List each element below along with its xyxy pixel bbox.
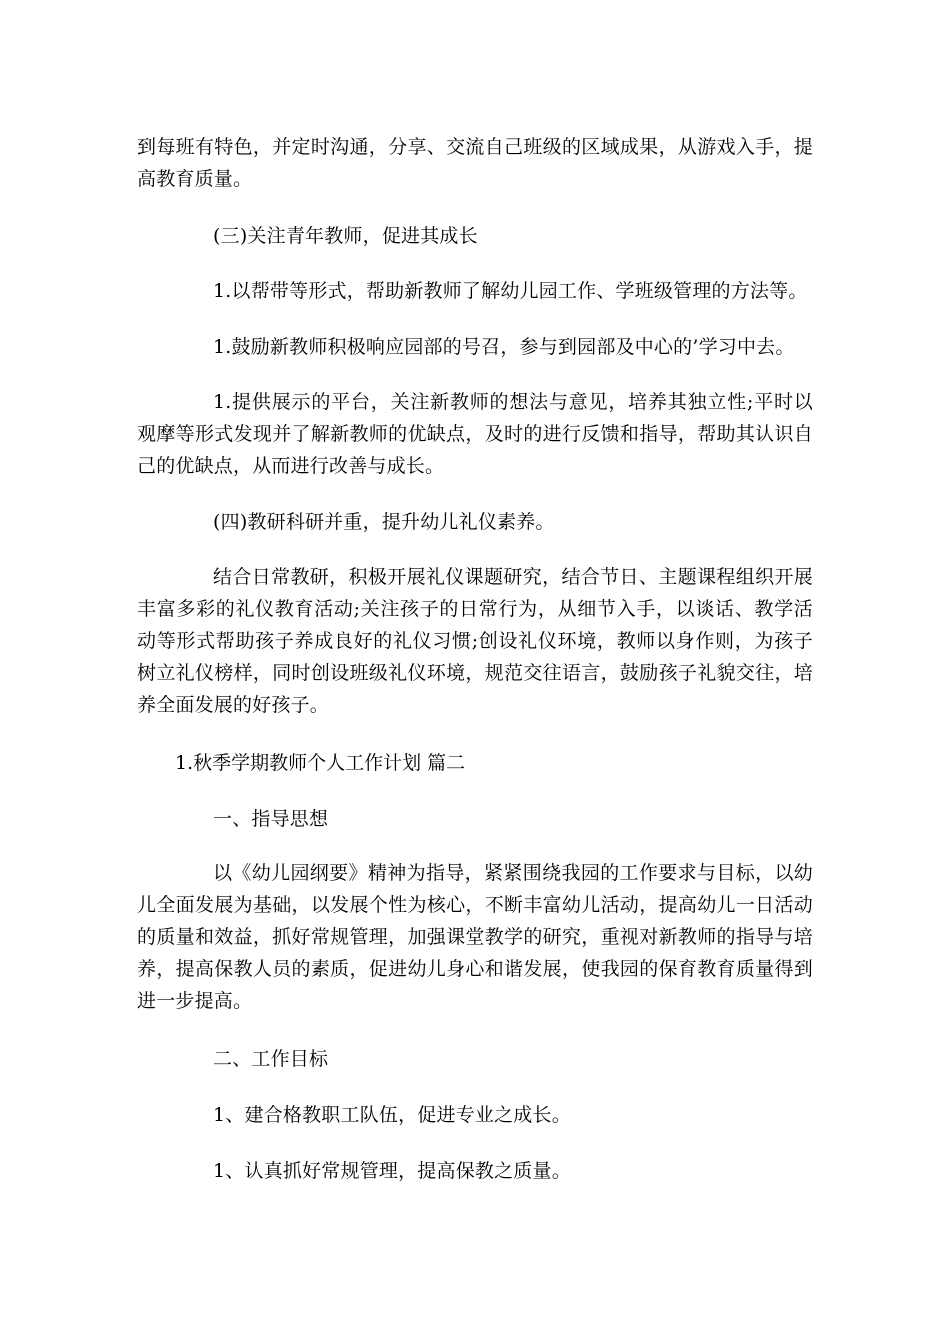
- list-item: 1.鼓励新教师积极响应园部的号召，参与到园部及中心的’学习中去。: [213, 336, 795, 358]
- list-item: 1.提供展示的平台，关注新教师的想法与意见，培养其独立性;平时以观摩等形式发现并了解新教师的优缺点，及时的进行反馈和指导，帮助其认识自己的优缺点，从而进行改善与成长。: [137, 391, 813, 477]
- section-heading-four: (四)教研科研并重，提升幼儿礼仪素养。: [213, 511, 555, 533]
- paragraph-body: 结合日常教研，积极开展礼仪课题研究，结合节日、主题课程组织开展丰富多彩的礼仪教育活动;关注孩子的日常行为，从细节入手，以谈话、教学活动等形式帮助孩子养成良好的礼仪习惯;创设礼仪环境，教师以身作则，为孩子树立礼仪榜样，同时创设班级礼仪环境，规范交往语言，鼓励孩子礼貌交往，培养全面发展的好孩子。: [137, 566, 813, 716]
- section-heading-two: 二、工作目标: [213, 1048, 329, 1070]
- list-item: 1、建合格教职工队伍，促进专业之成长。: [213, 1104, 571, 1126]
- paragraph-body: 以《幼儿园纲要》精神为指导，紧紧围绕我园的工作要求与目标，以幼儿全面发展为基础，以发展个性为核心，不断丰富幼儿活动，提高幼儿一日活动的质量和效益，抓好常规管理，加强课堂教学的研究，重视对新教师的指导与培养，提高保教人员的素质，促进幼儿身心和谐发展，使我园的保育教育质量得到进一步提高。: [137, 862, 813, 1012]
- section-heading-one: 一、指导思想: [213, 808, 329, 830]
- list-item: 1.以帮带等形式，帮助新教师了解幼儿园工作、学班级管理的方法等。: [213, 280, 808, 302]
- list-item: 1、认真抓好常规管理，提高保教之质量。: [213, 1160, 571, 1182]
- section-heading-three: (三)关注青年教师，促进其成长: [213, 225, 478, 247]
- article-heading: 1.秋季学期教师个人工作计划 篇二: [175, 752, 466, 774]
- paragraph-continuation: 到每班有特色，并定时沟通，分享、交流自己班级的区域成果，从游戏入手，提高教育质量。: [137, 136, 813, 190]
